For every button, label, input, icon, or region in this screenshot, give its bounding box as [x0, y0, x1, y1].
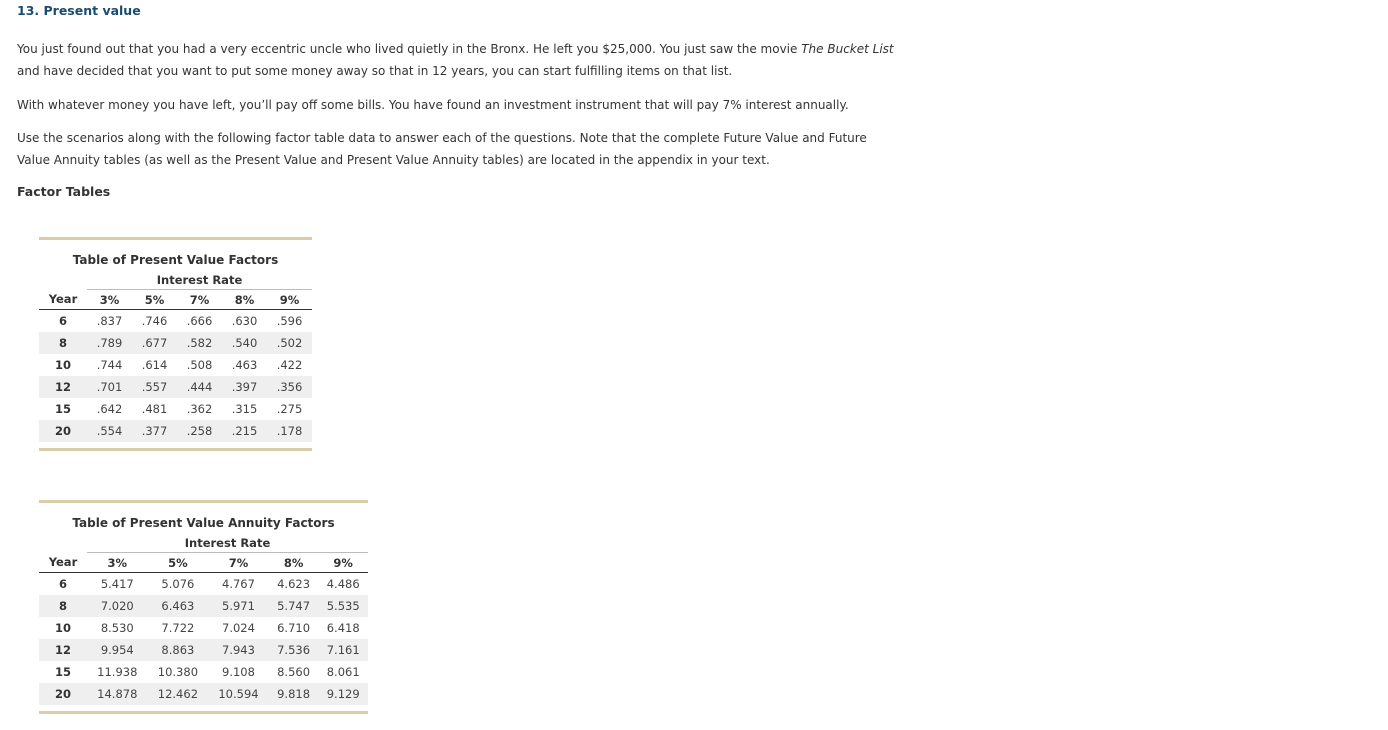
year-cell: 6 [58, 577, 67, 591]
table-row [39, 310, 312, 333]
table-row [39, 376, 312, 398]
factor-cell: .356 [267, 376, 312, 398]
factor-cell: 11.938 [97, 665, 138, 679]
header-spacer [39, 533, 87, 553]
rate-header: 5% [132, 290, 177, 310]
factor-cell: .666 [186, 314, 213, 328]
instructions-paragraph: Use the scenarios along with the following factor table data to answer each of the questions. Note that the complete Future Value and Future Value Annuity tables (as well as the Present Value and Present Value Annuity tables) are located in the appendix in your text. [17, 131, 867, 167]
table-row [39, 573, 368, 596]
factor-cell: .463 [231, 358, 258, 372]
year-cell: 6 [58, 314, 67, 328]
rate-header: 7% [208, 553, 269, 573]
pv-factor-table-block [39, 237, 312, 451]
table-row [39, 332, 312, 354]
factor-cell: 12.462 [148, 683, 209, 705]
table-row [39, 639, 368, 661]
rate-header: 7% [177, 290, 222, 310]
pv-table-caption: Table of Present Value Factors [72, 253, 279, 267]
factor-cell: .502 [267, 332, 312, 354]
factor-cell: 5.417 [100, 577, 134, 591]
factor-cell: 7.943 [208, 639, 269, 661]
factor-cell: .677 [132, 332, 177, 354]
rate-header: 5% [148, 553, 209, 573]
year-header: Year [39, 290, 87, 310]
table-row [39, 398, 312, 420]
factor-cell: .481 [141, 402, 168, 416]
factor-cell: 6.463 [148, 595, 209, 617]
pva-factor-table-block [39, 500, 368, 714]
factor-cell: 9.818 [269, 683, 319, 705]
factor-cell: .422 [276, 358, 303, 372]
factor-cell: .614 [141, 358, 168, 372]
factor-cell: .744 [96, 358, 123, 372]
year-cell: 20 [39, 420, 87, 442]
factor-tables-heading: Factor Tables [17, 184, 111, 199]
factor-cell: 7.161 [318, 639, 368, 661]
factor-cell: .642 [96, 402, 123, 416]
rate-header: 9% [267, 290, 312, 310]
factor-cell: .701 [87, 376, 132, 398]
factor-cell: .508 [186, 358, 213, 372]
pva-factor-table [39, 533, 368, 705]
table-row [39, 661, 368, 683]
interest-rate-header: Interest Rate [87, 270, 312, 290]
factor-cell: 5.535 [318, 595, 368, 617]
year-cell: 15 [54, 665, 71, 679]
table-top-rule [39, 237, 312, 240]
pva-table-caption: Table of Present Value Annuity Factors [72, 516, 335, 530]
table-row [39, 354, 312, 376]
factor-cell: 8.863 [148, 639, 209, 661]
factor-cell: .178 [267, 420, 312, 442]
factor-cell: 4.486 [326, 577, 360, 591]
factor-cell: 10.594 [208, 683, 269, 705]
factor-cell: 9.129 [318, 683, 368, 705]
factor-cell: 7.020 [87, 595, 148, 617]
factor-cell: 7.722 [161, 621, 195, 635]
factor-cell: .557 [132, 376, 177, 398]
factor-cell: .362 [186, 402, 213, 416]
table-bottom-rule [39, 448, 312, 451]
year-cell: 15 [54, 402, 71, 416]
interest-rate-header: Interest Rate [87, 533, 368, 553]
factor-cell: 4.623 [277, 577, 311, 591]
factor-cell: .377 [132, 420, 177, 442]
factor-cell: 8.560 [277, 665, 311, 679]
year-cell: 12 [39, 376, 87, 398]
rate-header: 8% [269, 553, 319, 573]
factor-cell: .554 [87, 420, 132, 442]
factor-cell: .215 [222, 420, 267, 442]
year-cell: 8 [39, 332, 87, 354]
table-row [39, 420, 312, 442]
factor-cell: .582 [177, 332, 222, 354]
question-title: 13. Present value [17, 3, 141, 18]
factor-cell: 9.954 [87, 639, 148, 661]
factor-cell: 8.061 [326, 665, 360, 679]
year-cell: 8 [39, 595, 87, 617]
factor-cell: 5.747 [269, 595, 319, 617]
factor-cell: 4.767 [222, 577, 255, 591]
factor-cell: 10.380 [157, 665, 199, 679]
factor-cell: 7.536 [269, 639, 319, 661]
rate-header: 9% [318, 553, 368, 573]
year-cell: 20 [39, 683, 87, 705]
factor-cell: 9.108 [222, 665, 255, 679]
table-row [39, 595, 368, 617]
rate-header: 3% [87, 553, 148, 573]
factor-cell: .258 [177, 420, 222, 442]
scenario-text-start: You just found out that you had a very eccentric uncle who lived quietly in the Bronx. He left you $25,000. You just saw the movie [17, 42, 802, 56]
factor-cell: .444 [177, 376, 222, 398]
year-cell: 10 [54, 358, 71, 372]
year-header: Year [39, 553, 87, 573]
factor-cell: 6.710 [277, 621, 311, 635]
header-spacer [39, 270, 87, 290]
scenario-paragraph [17, 38, 897, 82]
pv-factor-table [39, 270, 312, 442]
year-cell: 10 [54, 621, 71, 635]
movie-title: The Bucket List [801, 42, 894, 56]
table-row [39, 683, 368, 705]
factor-cell: 14.878 [87, 683, 148, 705]
factor-cell: .275 [276, 402, 303, 416]
factor-cell: 5.076 [161, 577, 195, 591]
scenario-text-end: and have decided that you want to put some money away so that in 12 years, you can start fulfilling items on that list. [17, 64, 733, 78]
factor-cell: 6.418 [326, 621, 360, 635]
rate-header: 8% [222, 290, 267, 310]
factor-cell: .596 [276, 314, 303, 328]
factor-cell: .789 [87, 332, 132, 354]
table-top-rule [39, 500, 368, 503]
table-bottom-rule [39, 711, 368, 714]
factor-cell: .746 [141, 314, 168, 328]
table-row [39, 617, 368, 639]
investment-paragraph: With whatever money you have left, you’ll pay off some bills. You have found an investment instrument that will pay 7% interest annually. [17, 98, 849, 112]
rate-header: 3% [87, 290, 132, 310]
factor-cell: 5.971 [208, 595, 269, 617]
factor-cell: .837 [96, 314, 123, 328]
year-cell: 12 [39, 639, 87, 661]
factor-cell: 8.530 [100, 621, 134, 635]
factor-cell: 7.024 [222, 621, 255, 635]
factor-cell: .315 [231, 402, 258, 416]
factor-cell: .630 [231, 314, 258, 328]
factor-cell: .540 [222, 332, 267, 354]
factor-cell: .397 [222, 376, 267, 398]
